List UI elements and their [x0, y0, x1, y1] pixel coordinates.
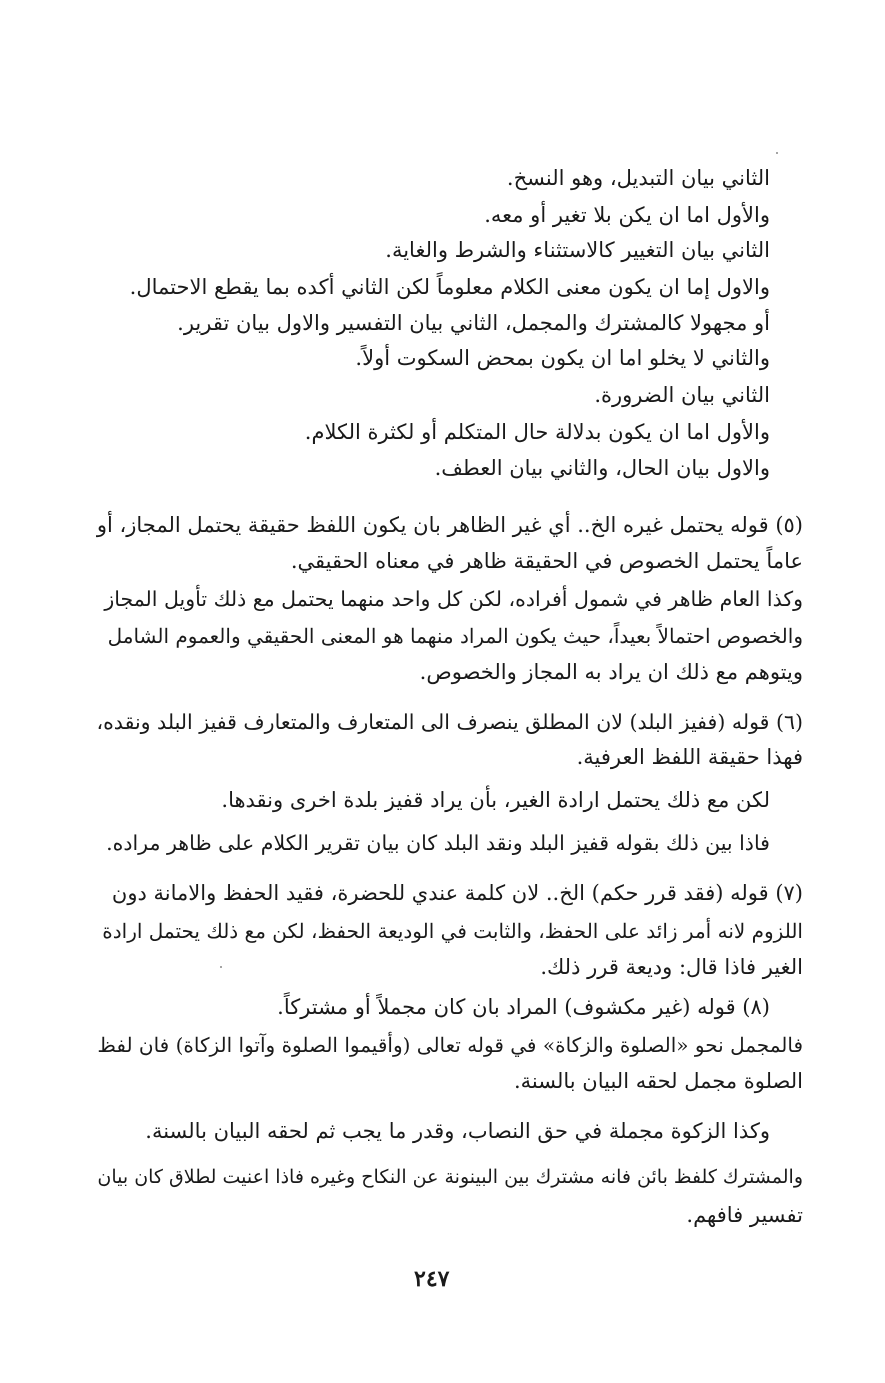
- text-line: ويتوهم مع ذلك ان يراد به المجاز والخصوص.: [419, 660, 803, 684]
- text-line: فالمجمل نحو «الصلوة والزكاة» في قوله تعالى (وأقيموا الصلوة وآتوا الزكاة) فان لفظ: [97, 1033, 803, 1057]
- footnote-6-line: (٦) قوله (ففيز البلد) لان المطلق ينصرف الى المتعارف والمتعارف قفيز البلد ونقده،: [96, 710, 803, 734]
- text-line: أو مجهولا كالمشترك والمجمل، الثاني بيان التفسير والاول بيان تقرير.: [177, 311, 770, 335]
- footnote-8-line: (٨) قوله (غير مكشوف) المراد بان كان مجملاً أو مشتركاً.: [277, 995, 770, 1019]
- page-number: ٢٤٧: [414, 1266, 450, 1292]
- text-line: وكذا العام ظاهر في شمول أفراده، لكن كل واحد منهما يحتمل مع ذلك تأويل المجاز: [104, 587, 803, 611]
- text-line: تفسير فافهم.: [686, 1203, 803, 1227]
- text-line: والاول بيان الحال، والثاني بيان العطف.: [434, 456, 770, 480]
- text-line: الثاني بيان الضرورة.: [594, 383, 770, 407]
- text-line: الثاني بيان التبديل، وهو النسخ.: [506, 166, 770, 190]
- text-line: وكذا الزكوة مجملة في حق النصاب، وقدر ما يجب ثم لحقه البيان بالسنة.: [145, 1119, 770, 1143]
- scan-speck: [776, 152, 778, 154]
- text-line: والثاني لا يخلو اما ان يكون بمحض السكوت أولاً.: [355, 346, 770, 370]
- text-line: لكن مع ذلك يحتمل ارادة الغير، بأن يراد قفيز بلدة اخرى ونقدها.: [221, 788, 770, 812]
- text-line: والخصوص احتمالاً بعيداً، حيث يكون المراد منهما هو المعنى الحقيقي والعموم الشامل: [107, 624, 803, 648]
- text-line: والأول اما ان يكن بلا تغير أو معه.: [484, 203, 770, 227]
- footnote-5-line: (٥) قوله يحتمل غيره الخ.. أي غير الظاهر بان يكون اللفظ حقيقة يحتمل المجاز، أو: [96, 513, 803, 537]
- text-line: فاذا بين ذلك بقوله قفيز البلد ونقد البلد كان بيان تقرير الكلام على ظاهر مراده.: [106, 831, 770, 855]
- scan-speck: [220, 966, 222, 968]
- text-line: فهذا حقيقة اللفظ العرفية.: [576, 745, 803, 769]
- text-line: اللزوم لانه أمر زائد على الحفظ، والثابت في الوديعة الحفظ، لكن مع ذلك يحتمل ارادة: [102, 919, 803, 943]
- text-line: والأول اما ان يكون بدلالة حال المتكلم أو لكثرة الكلام.: [304, 420, 770, 444]
- text-line: الغير فاذا قال: وديعة قرر ذلك.: [540, 955, 803, 979]
- text-line: والمشترك كلفظ بائن فانه مشترك بين البينونة عن النكاح وغيره فاذا اعنيت لطلاق كان بيان: [97, 1166, 803, 1188]
- text-line: الثاني بيان التغيير كالاستثناء والشرط والغاية.: [385, 238, 770, 262]
- text-line: عاماً يحتمل الخصوص في الحقيقة ظاهر في معناه الحقيقي.: [290, 549, 803, 573]
- text-line: الصلوة مجمل لحقه البيان بالسنة.: [513, 1069, 803, 1093]
- text-line: والاول إما ان يكون معنى الكلام معلوماً لكن الثاني أكده بما يقطع الاحتمال.: [129, 275, 770, 299]
- footnote-7-line: (٧) قوله (فقد قرر حكم) الخ.. لان كلمة عندي للحضرة، فقيد الحفظ والامانة دون: [111, 881, 803, 905]
